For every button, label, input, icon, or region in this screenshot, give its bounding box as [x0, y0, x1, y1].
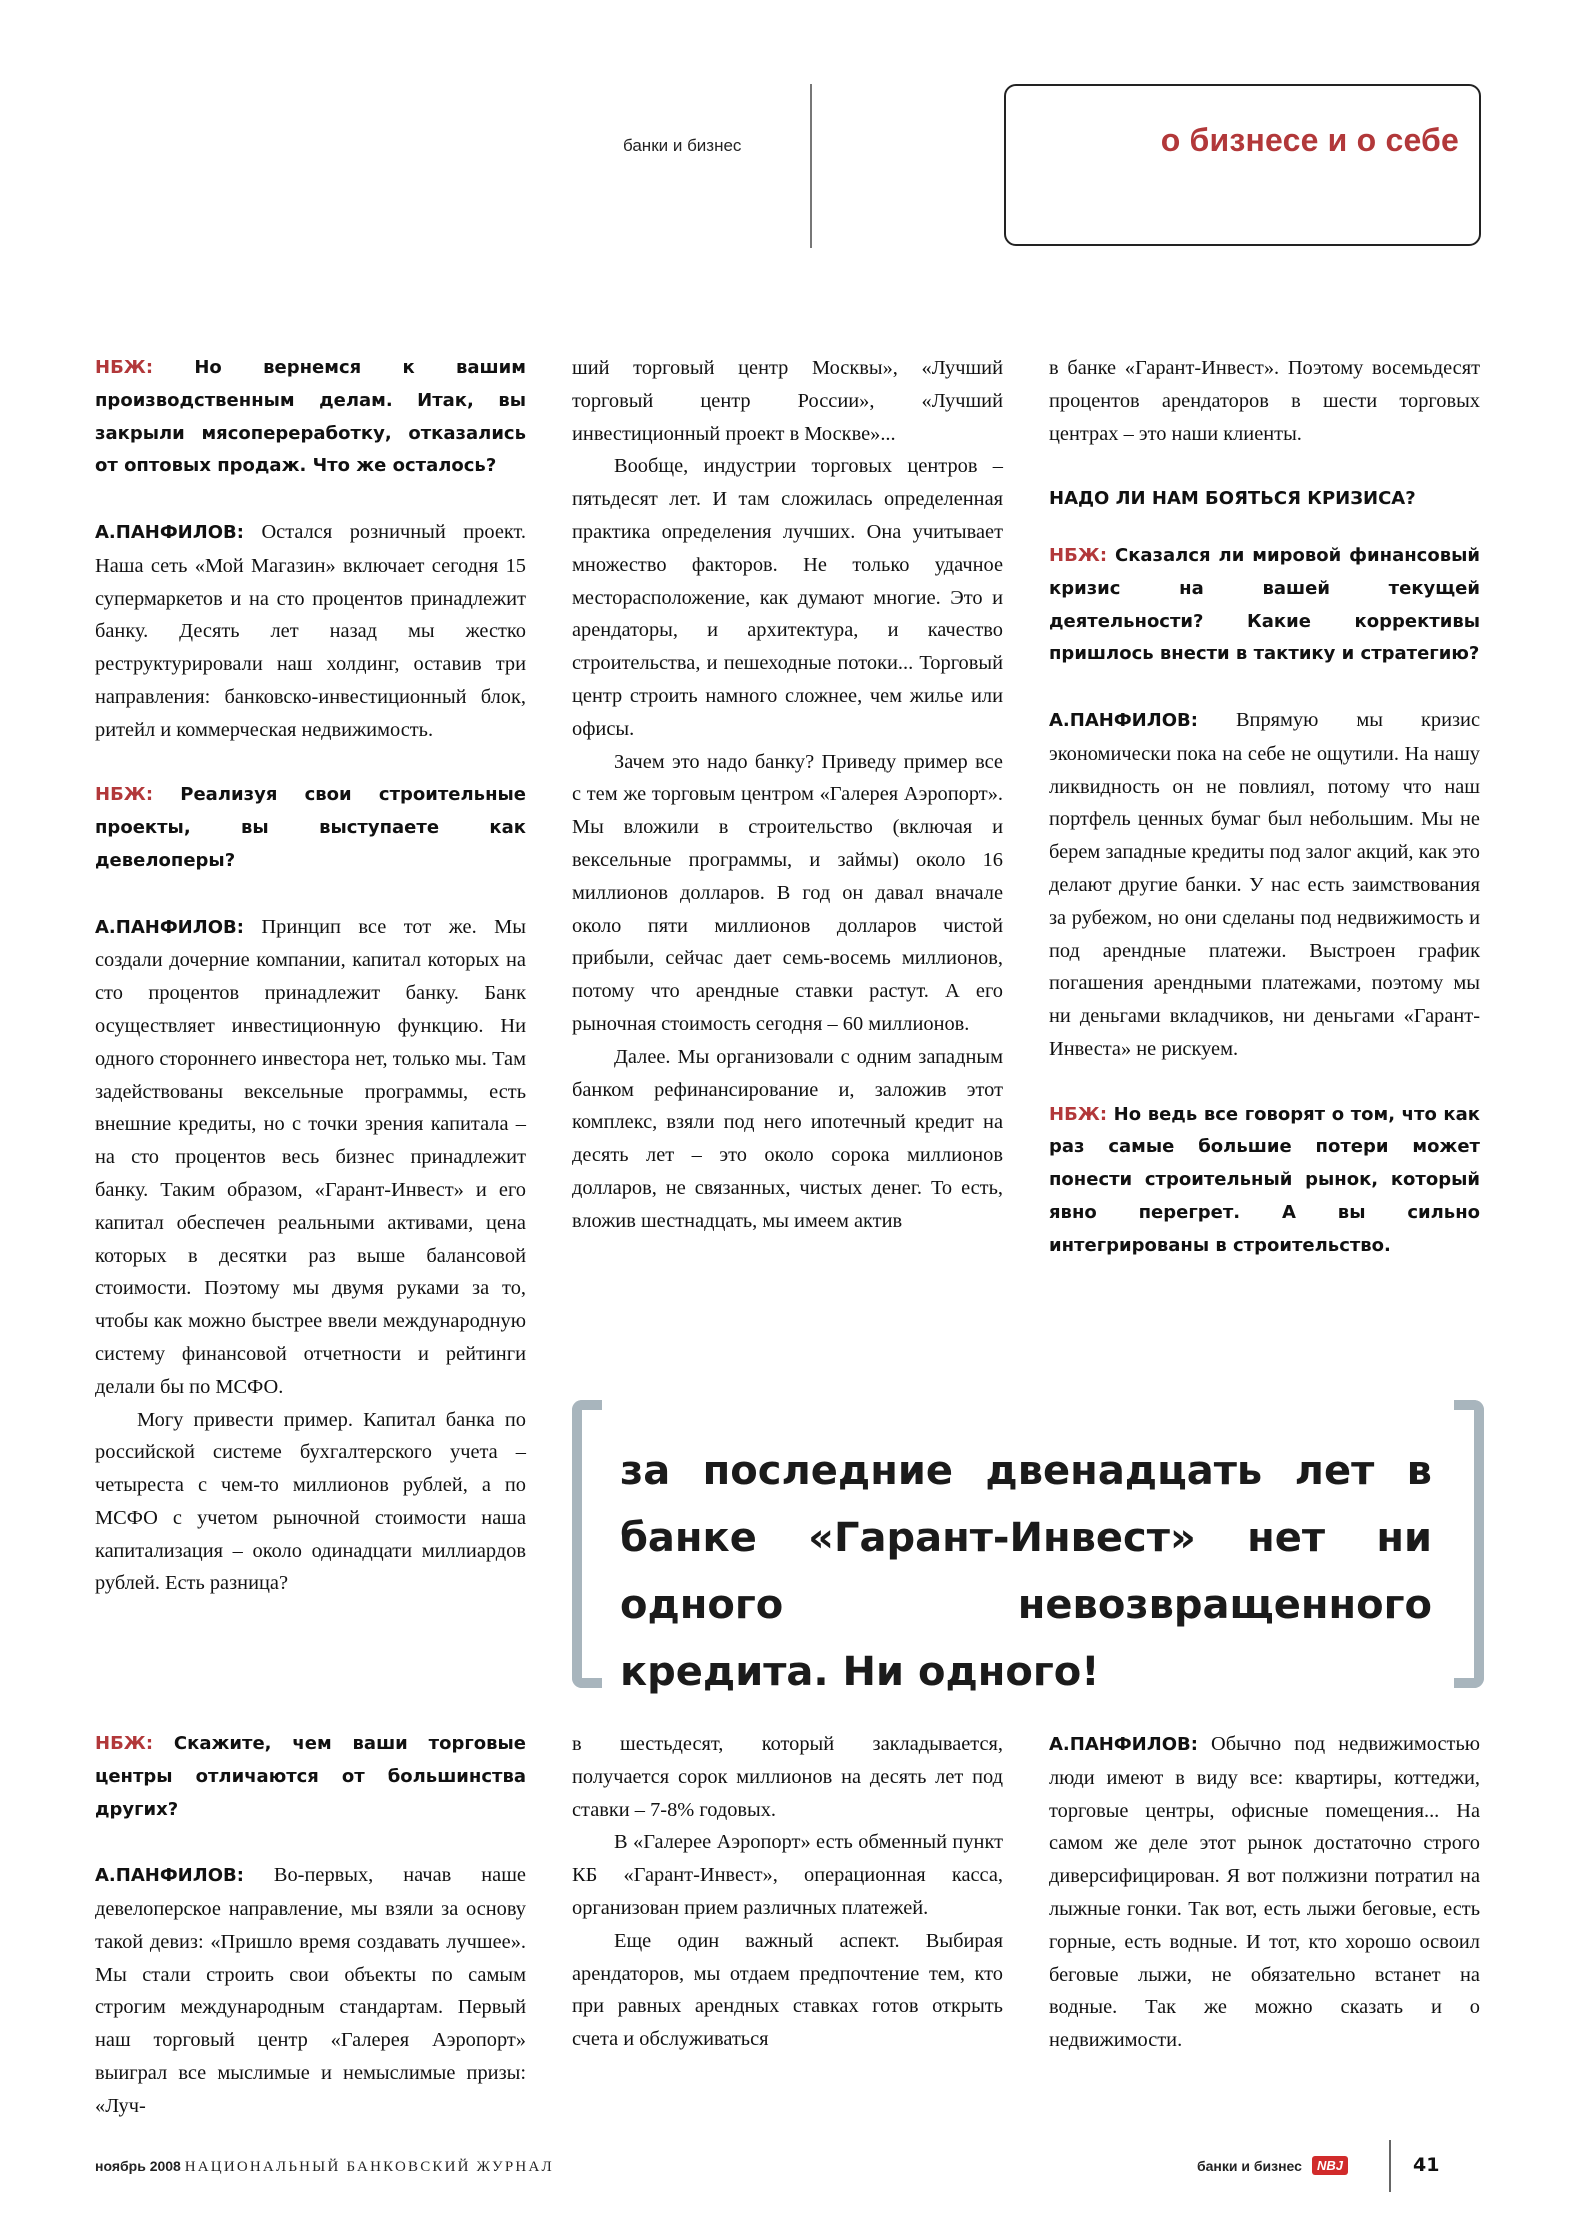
pull-quote	[572, 1400, 1484, 1695]
journal-logo: NBJ	[1312, 2156, 1348, 2175]
answer-text: Во-первых, начав наше девелоперское направление, мы взяли за основу такой девиз: «Пришло время создавать лучшее». Мы стали строить свои объекты по самым строгим международным стандартам. Первый наш торговый центр «Галерея Аэропорт» выиграл все мыслимые и немыслимые призы: «Луч-	[95, 1864, 526, 2117]
speaker-nbj: НБЖ:	[95, 1733, 154, 1754]
answer	[95, 911, 526, 1404]
pull-quote-text: за последние двенадцать лет в банке «Гарант-Инвест» нет ни одного невозвращенного кредита. Ни одного!	[620, 1448, 1432, 1695]
speaker-panfilov: А.ПАНФИЛОВ:	[95, 521, 244, 543]
answer	[95, 1859, 526, 2122]
paragraph: Далее. Мы организовали с одним западным банком рефинансирование и, заложив этот комплекс, взяли под него ипотечный кредит на десять лет – это около сорока миллионов долларов, не связанных, чистых денег. То есть, вложив шестнадцать, мы имеем актив	[572, 1045, 1003, 1232]
answer	[1049, 1728, 1480, 2057]
footer-section	[1197, 2156, 1348, 2175]
speaker-panfilov: А.ПАНФИЛОВ:	[1049, 709, 1198, 731]
paragraph: Зачем это надо банку? Приведу пример все с тем же торговым центром «Галерея Аэропорт». Мы вложили в строительство (включая и вексельные программы, и займы) около 16 миллионов долларов. В год он давал вначале около пяти миллионов долларов чистой прибыли, сейчас дает семь-восемь миллионов, потому что арендные ставки растут. А его рыночная стоимость сегодня – 60 миллионов.	[572, 750, 1003, 1035]
answer	[95, 516, 526, 747]
header-title: о бизнесе и о себе	[1160, 122, 1459, 158]
speaker-nbj: НБЖ:	[95, 784, 154, 806]
footer-section-label: банки и бизнес	[1197, 2157, 1302, 2174]
question	[95, 352, 526, 483]
section-heading: НАДО ЛИ НАМ БОЯТЬСЯ КРИЗИСА?	[1049, 488, 1416, 510]
column-2-top	[572, 352, 1003, 1238]
column-1-top	[95, 352, 526, 1600]
answer-text: Впрямую мы кризис экономически пока на себе не ощутили. На нашу ликвидность он не повлиял, потому что наш портфель ценных бумаг был небольшим. Мы не берем западные кредиты под залог акций, как это делают другие банки. У нас есть заимствования за рубежом, но они сделаны под недвижимость и под арендные платежи. Выстроен график погашения арендными платежами, поэтому мы ни деньгами вкладчиков, ни деньгами «Гарант-Инвеста» не рискуем.	[1049, 708, 1480, 1060]
speaker-panfilov: А.ПАНФИЛОВ:	[95, 916, 244, 938]
speaker-nbj: НБЖ:	[1049, 544, 1108, 566]
question	[95, 1728, 526, 1826]
question	[1049, 1099, 1480, 1263]
question-text: Но вернемся к вашим производственным делам. Итак, вы закрыли мясопереработку, отказались от оптовых продаж. Что же осталось?	[95, 357, 526, 477]
speaker-panfilov: А.ПАНФИЛОВ:	[1049, 1734, 1198, 1755]
header-title-box	[1004, 84, 1481, 246]
question-text: Скажите, чем ваши торговые центры отличаются от большинства других?	[95, 1733, 526, 1820]
answer	[1049, 704, 1480, 1066]
quote-bracket-right	[1454, 1400, 1484, 1688]
column-3-top	[1049, 352, 1480, 1263]
footer-date: ноябрь 2008	[95, 2158, 181, 2174]
speaker-nbj: НБЖ:	[1049, 1103, 1108, 1125]
column-1-bottom	[95, 1728, 526, 2123]
column-2-bottom	[572, 1728, 1003, 2056]
footer-issue	[95, 2158, 554, 2176]
quote-bracket-left	[572, 1400, 602, 1688]
question-text: Реализуя свои строительные проекты, вы выступаете как девелоперы?	[95, 784, 526, 871]
question	[1049, 540, 1480, 671]
paragraph: В «Галерее Аэропорт» есть обменный пункт КБ «Гарант-Инвест», операционная касса, организован прием различных платежей.	[572, 1831, 1003, 1919]
question-text: Сказался ли мировой финансовый кризис на вашей текущей деятельности? Какие коррективы пришлось внести в тактику и стратегию?	[1049, 544, 1480, 665]
answer-text: Обычно под недвижимостью люди имеют в виду все: квартиры, коттеджи, торговые центры, офисные помещения... На самом же деле этот рынок достаточно строго диверсифицирован. Я вот полжизни потратил на лыжные гонки. Так вот, есть лыжи беговые, есть горные, есть водные. И тот, кто хорошо освоил беговые лыжи, не обязательно встанет на водные. Так же можно сказать и о недвижимости.	[1049, 1733, 1480, 2052]
speaker-panfilov: А.ПАНФИЛОВ:	[95, 1865, 244, 1887]
footer-divider	[1389, 2140, 1391, 2192]
paragraph: Вообще, индустрии торговых центров – пятьдесят лет. И там сложилась определенная практика определения лучших. Она учитывает множество факторов. Не только удачное месторасположение, как думают многие. Это и арендаторы, и архитектура, и качество строительства, и пешеходные потоки... Торговый центр строить намного сложнее, чем жилье или офисы.	[572, 455, 1003, 740]
header-section-label: банки и бизнес	[623, 136, 742, 155]
speaker-nbj: НБЖ:	[95, 357, 154, 378]
paragraph: ший торговый центр Москвы», «Лучший торговый центр России», «Лучший инвестиционный проект в Москве»...	[572, 357, 1003, 445]
page-number: 41	[1413, 2154, 1440, 2176]
answer-text: Принцип все тот же. Мы создали дочерние компании, капитал которых на сто процентов принадлежит банку. Банк осуществляет инвестиционную функцию. Ни одного стороннего инвестора нет, только мы. Там задействованы вексельные программы, есть внешние кредиты, но с точки зрения капитала – на сто процентов весь бизнес принадлежит банку. Таким образом, «Гарант-Инвест» и его капитал обеспечен реальными активами, цена которых в десятки раз выше балансовой стоимости. Поэтому мы двумя руками за то, чтобы как можно быстрее ввели международную систему финансовой отчетности и рейтинги делали бы по МСФО.	[95, 915, 526, 1398]
footer-journal-name: НАЦИОНАЛЬНЫЙ БАНКОВСКИЙ ЖУРНАЛ	[184, 2159, 554, 2175]
question	[95, 779, 526, 877]
answer-text: Остался розничный проект. Наша сеть «Мой Магазин» включает сегодня 15 супермаркетов и на сто процентов принадлежит банку. Десять лет назад мы жестко реструктурировали наш холдинг, оставив три направления: банковско-инвестиционный блок, ритейл и коммерческая недвижимость.	[95, 520, 526, 741]
paragraph: в банке «Гарант-Инвест». Поэтому восемьдесят процентов арендаторов в шести торговых центрах – это наши клиенты.	[1049, 357, 1480, 445]
paragraph: Еще один важный аспект. Выбирая арендаторов, мы отдаем предпочтение тем, кто при равных арендных ставках готов открыть счета и обслуживаться	[572, 1929, 1003, 2051]
column-3-bottom	[1049, 1728, 1480, 2057]
paragraph: Могу привести пример. Капитал банка по российской системе бухгалтерского учета – четыреста с чем-то миллионов рублей, а по МСФО с учетом рыночной стоимости наша капитализация – около одинадцати миллиардов рублей. Есть разница?	[95, 1408, 526, 1595]
paragraph: в шестьдесят, который закладывается, получается сорок миллионов на десять лет под ставки – 7-8% годовых.	[572, 1733, 1003, 1821]
question-text: Но ведь все говорят о том, что как раз самые большие потери может понести строительный рынок, который явно перегрет. А вы сильно интегрированы в строительство.	[1049, 1103, 1480, 1256]
header-divider	[810, 84, 812, 248]
